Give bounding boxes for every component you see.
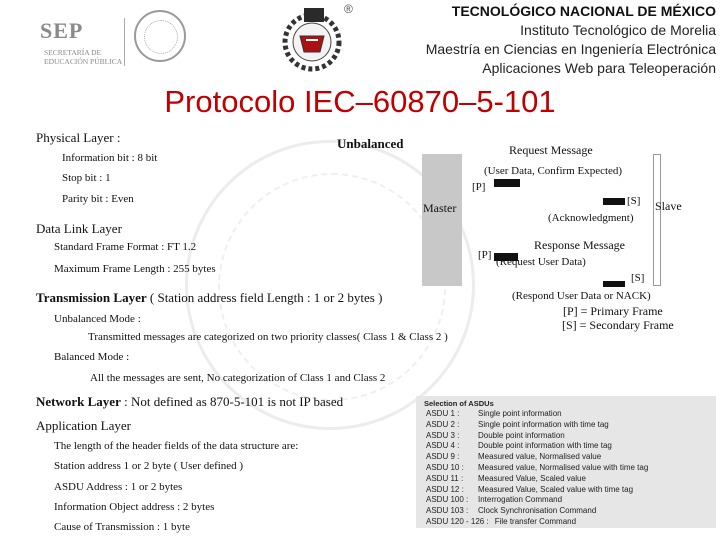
sep-logo-subtitle: SECRETARÍA DE EDUCACIÓN PÚBLICA [44, 48, 123, 66]
master-station-bar [422, 154, 462, 286]
header-fields-text: The length of the header fields of the data structure are: [54, 440, 299, 452]
request-user-data-label: (Request User Data) [496, 256, 586, 268]
institution-line-2: Instituto Tecnológico de Morelia [520, 22, 716, 38]
parity-bit: Parity bit : Even [62, 193, 134, 205]
legend-primary-frame: [P] = Primary Frame [563, 304, 663, 318]
network-layer-line [36, 394, 343, 410]
secondary-frame-tag-1: [S] [627, 195, 641, 207]
respond-user-data-label: (Respond User Data or NACK) [512, 290, 651, 302]
sep-logo-text: SEP [40, 18, 84, 43]
transmission-layer-heading: Transmission Layer [36, 290, 147, 305]
response-message-label: Response Message [534, 238, 625, 252]
institution-header [426, 2, 716, 78]
acknowledgment-label: (Acknowledgment) [548, 212, 634, 224]
network-layer-heading: Network Layer [36, 394, 121, 409]
logo-divider [124, 18, 125, 66]
asdu-table-heading: Selection of ASDUs [424, 399, 494, 408]
asdu-row: ASDU 103 : Clock Synchronisation Command [426, 506, 597, 516]
registered-mark: ® [344, 2, 353, 16]
user-data-confirm-label: (User Data, Confirm Expected) [484, 165, 623, 177]
information-bit: Information bit : 8 bit [62, 152, 158, 164]
transmission-layer-detail: ( Station address field Length : 1 or 2 bytes ) [149, 290, 383, 305]
asdu-row: ASDU 9 : Measured value, Normalised value [426, 452, 602, 462]
station-address-text: Station address 1 or 2 byte ( User defined ) [54, 460, 244, 472]
asdu-row: ASDU 100 : Interrogation Command [426, 495, 563, 505]
slave-label: Slave [655, 199, 682, 213]
itm-logo [280, 2, 344, 78]
unbalanced-label: Unbalanced [337, 136, 404, 151]
transmission-layer-line [36, 290, 382, 306]
mexico-seal-icon [134, 10, 186, 62]
asdu-row: ASDU 4 : Double point information with time tag [426, 441, 612, 451]
cause-of-transmission-text: Cause of Transmission : 1 byte [54, 521, 190, 533]
application-layer-heading: Application Layer [36, 418, 131, 433]
unbalanced-mode-description: Transmitted messages are categorized on two priority classes( Class 1 & Class 2 ) [88, 331, 448, 343]
asdu-row: ASDU 12 : Measured Value, Scaled value with time tag [426, 484, 634, 494]
institution-line-3: Maestría en Ciencias en Ingeniería Electrónica [425, 41, 716, 57]
asdu-row: ASDU 10 : Measured value, Normalised value with time tag [426, 463, 649, 472]
primary-frame-tag-2: [P] [478, 249, 492, 261]
asdu-row: ASDU 11 : Measured Value, Scaled value [426, 473, 586, 483]
request-message-label: Request Message [509, 143, 593, 157]
balanced-mode-description: All the messages are sent, No categorization of Class 1 and Class 2 [90, 372, 386, 384]
asdu-row: ASDU 1 : Single point information [426, 409, 562, 418]
institution-line-1: TECNOLÓGICO NACIONAL DE MÉXICO [451, 3, 716, 19]
data-link-layer-heading: Data Link Layer [36, 221, 122, 236]
ack-frame-block [603, 198, 625, 205]
information-object-address-text: Information Object address : 2 bytes [54, 501, 215, 513]
asdu-address-text: ASDU Address : 1 or 2 bytes [54, 481, 183, 493]
balanced-mode-label: Balanced Mode : [54, 351, 130, 363]
slave-station-bar [653, 154, 661, 286]
institution-line-4: Aplicaciones Web para Teleoperación [482, 60, 716, 76]
asdu-row: ASDU 3 : Double point information [426, 430, 565, 440]
stop-bit: Stop bit : 1 [62, 172, 111, 184]
secondary-frame-tag-2: [S] [631, 272, 645, 284]
unbalanced-mode-label: Unbalanced Mode : [54, 313, 141, 325]
asdu-row: ASDU 2 : Single point information with time tag [426, 419, 609, 429]
legend-secondary-frame: [S] = Secondary Frame [562, 318, 674, 332]
respond-frame-block [603, 281, 625, 287]
network-layer-detail: : Not defined as 870-5-101 is not IP based [124, 394, 344, 409]
asdu-row: ASDU 120 - 126 : File transfer Command [426, 517, 577, 526]
master-label: Master [423, 201, 457, 215]
standard-frame-format: Standard Frame Format : FT 1.2 [54, 241, 197, 253]
physical-layer-heading: Physical Layer : [36, 130, 121, 145]
maximum-frame-length: Maximum Frame Length : 255 bytes [54, 263, 216, 275]
slide-title: Protocolo IEC–60870–5-101 [164, 84, 556, 119]
primary-frame-tag-1: [P] [472, 181, 486, 193]
request-frame-block [494, 179, 520, 187]
asdu-selection-table [416, 396, 716, 528]
